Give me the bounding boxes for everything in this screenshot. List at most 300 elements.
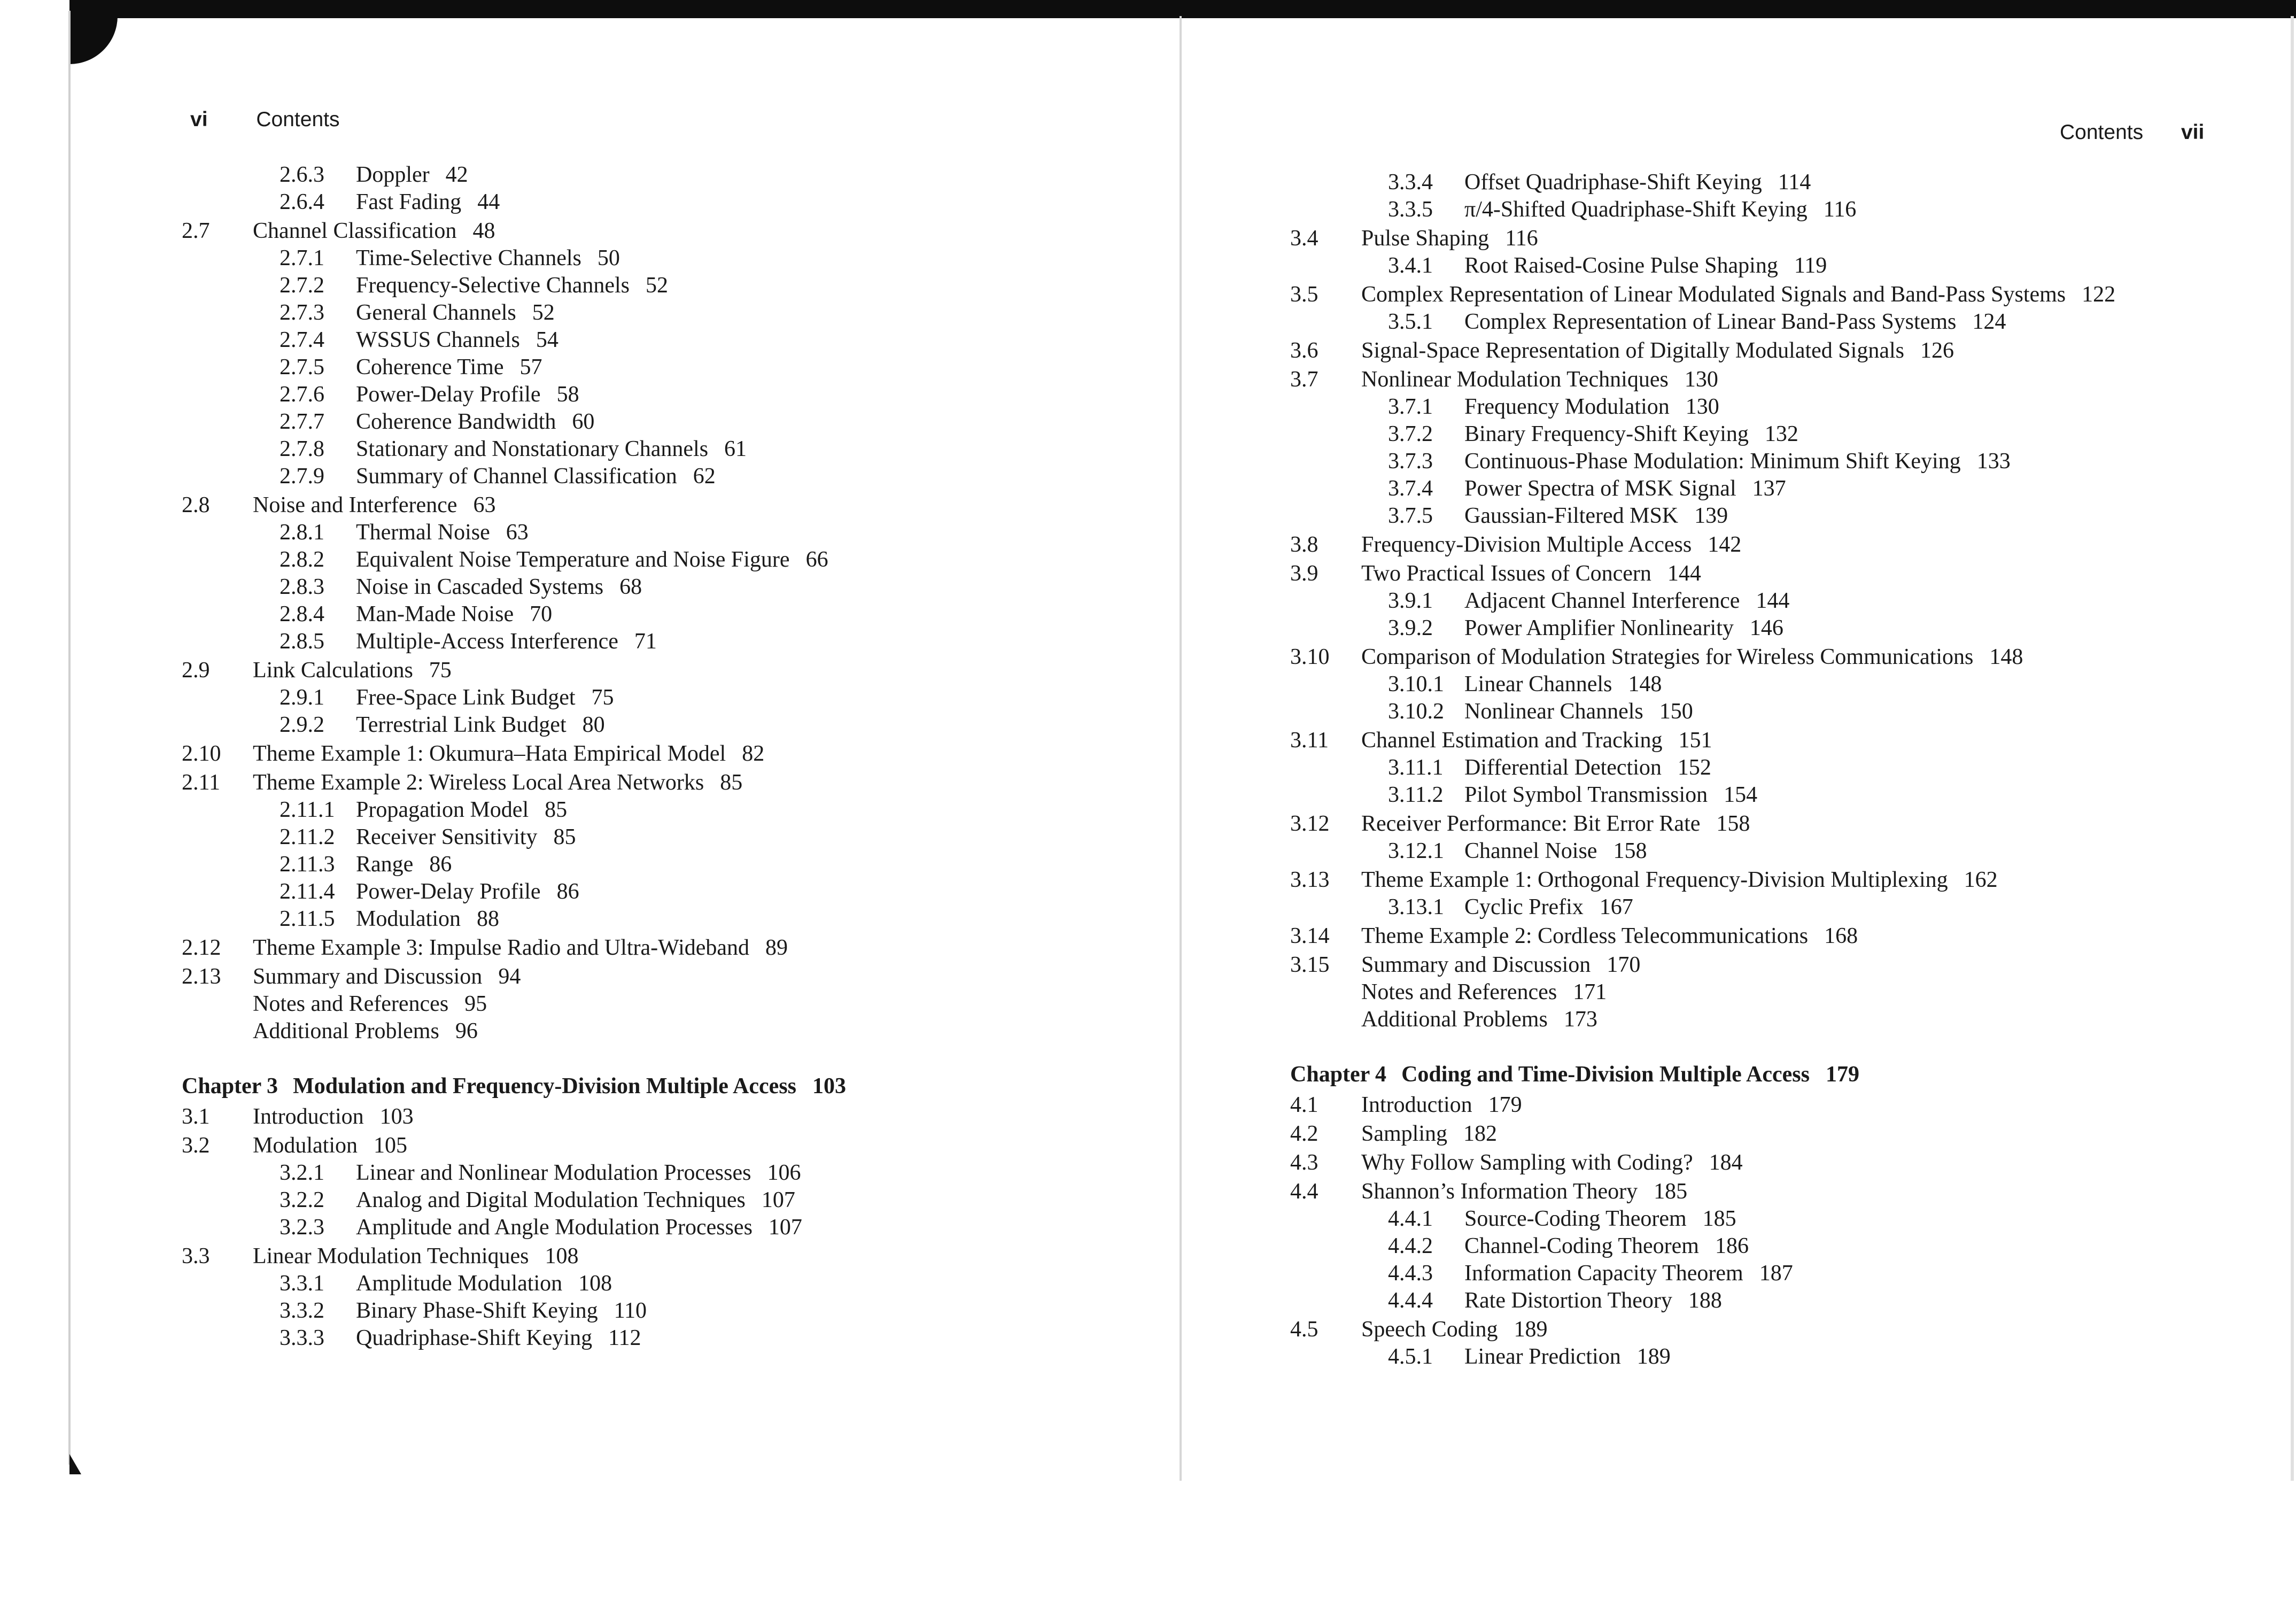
toc-entry-title: Shannon’s Information Theory bbox=[1361, 1179, 1638, 1204]
toc-entry-title: Thermal Noise bbox=[356, 520, 490, 545]
toc-entry-title: Channel Classification bbox=[253, 219, 457, 243]
toc-entry bbox=[182, 245, 1165, 272]
toc-entry bbox=[1290, 810, 2252, 838]
toc-entry-page: 119 bbox=[1794, 253, 1827, 278]
toc-entry-page: 106 bbox=[767, 1161, 801, 1185]
toc-entry-number: 3.3.1 bbox=[280, 1271, 324, 1296]
toc-entry-page: 144 bbox=[1667, 561, 1701, 586]
toc-entry-title: Source-Coding Theorem bbox=[1464, 1207, 1687, 1231]
toc-entry-number: 4.4 bbox=[1290, 1179, 1318, 1204]
toc-entry bbox=[1290, 979, 2252, 1006]
toc-entry-page: 167 bbox=[1599, 895, 1633, 919]
toc-entry bbox=[1290, 502, 2252, 530]
toc-entry-title: Power-Delay Profile bbox=[356, 879, 541, 904]
toc-entry-page: 44 bbox=[477, 190, 500, 214]
toc-entry-number: 2.7.7 bbox=[280, 409, 324, 434]
toc-entry-page: 124 bbox=[1972, 310, 2006, 334]
toc-entry-page: 122 bbox=[2082, 282, 2116, 307]
toc-entry-number: 2.7.2 bbox=[280, 273, 324, 298]
toc-entry bbox=[182, 574, 1165, 601]
toc-entry-page: 148 bbox=[1628, 672, 1662, 697]
toc-entry-page: 133 bbox=[1976, 449, 2011, 474]
toc-entry bbox=[182, 218, 1165, 245]
toc-entry bbox=[1290, 1343, 2252, 1371]
toc-entry-page: 126 bbox=[1920, 338, 1954, 363]
toc-entry bbox=[182, 769, 1165, 796]
toc-entry-page: 80 bbox=[582, 713, 605, 737]
toc-entry bbox=[1290, 698, 2252, 725]
toc-entry-number: 2.11.1 bbox=[280, 798, 335, 822]
toc-entry-title: Rate Distortion Theory bbox=[1464, 1288, 1672, 1313]
toc-entry-page: 171 bbox=[1573, 980, 1607, 1004]
toc-entry-number: 3.7.1 bbox=[1388, 395, 1433, 419]
toc-entry-page: 103 bbox=[812, 1074, 847, 1099]
toc-entry-title: Theme Example 2: Wireless Local Area Networks bbox=[253, 770, 704, 795]
chapter-heading bbox=[182, 1073, 1165, 1100]
toc-entry-number: 3.4.1 bbox=[1388, 253, 1433, 278]
toc-entry-title: Power Amplifier Nonlinearity bbox=[1464, 616, 1734, 640]
toc-entry-number: 3.14 bbox=[1290, 924, 1330, 948]
toc-entry-number: 2.7.5 bbox=[280, 355, 324, 380]
right-running-head bbox=[2060, 121, 2204, 144]
toc-entry-page: 50 bbox=[597, 246, 620, 270]
toc-entry-number: 3.9.1 bbox=[1388, 589, 1433, 613]
toc-entry-title: Introduction bbox=[1361, 1093, 1472, 1117]
toc-entry-title: Coherence Time bbox=[356, 355, 504, 380]
toc-entry-page: 189 bbox=[1636, 1344, 1671, 1369]
toc-entry bbox=[1290, 587, 2252, 615]
toc-entry-title: Multiple-Access Interference bbox=[356, 629, 618, 654]
toc-entry-number: 3.5 bbox=[1290, 282, 1318, 307]
toc-entry bbox=[182, 1297, 1165, 1325]
toc-entry-title: Receiver Sensitivity bbox=[356, 825, 538, 849]
toc-entry-title: Free-Space Link Budget bbox=[356, 685, 576, 710]
toc-entry-title: Linear Channels bbox=[1464, 672, 1612, 697]
toc-entry-page: 142 bbox=[1708, 532, 1742, 557]
toc-entry bbox=[182, 824, 1165, 851]
toc-entry-page: 108 bbox=[545, 1244, 579, 1269]
toc-entry-title: Receiver Performance: Bit Error Rate bbox=[1361, 811, 1701, 836]
toc-entry-number: 2.11.5 bbox=[280, 907, 335, 931]
toc-entry-number: 3.8 bbox=[1290, 532, 1318, 557]
toc-entry-title: Notes and References bbox=[1361, 980, 1557, 1004]
toc-entry bbox=[1290, 421, 2252, 448]
toc-entry-title: Man-Made Noise bbox=[356, 602, 514, 627]
toc-entry-title: Channel Noise bbox=[1464, 839, 1597, 863]
toc-entry-title: Analog and Digital Modulation Techniques bbox=[356, 1188, 746, 1212]
toc-entry-page: 96 bbox=[455, 1019, 478, 1043]
toc-entry-title: Terrestrial Link Budget bbox=[356, 713, 567, 737]
toc-entry-number: Chapter 3 bbox=[182, 1074, 278, 1099]
toc-entry-page: 61 bbox=[724, 437, 747, 461]
toc-entry bbox=[182, 1103, 1165, 1131]
toc-entry bbox=[182, 546, 1165, 574]
toc-entry-page: 85 bbox=[553, 825, 576, 849]
toc-entry-title: Channel Estimation and Tracking bbox=[1361, 728, 1663, 753]
toc-entry-page: 132 bbox=[1764, 422, 1798, 446]
toc-entry-page: 70 bbox=[530, 602, 553, 627]
toc-entry-number: 3.1 bbox=[182, 1104, 210, 1129]
toc-entry-title: Coherence Bandwidth bbox=[356, 409, 556, 434]
toc-entry-page: 68 bbox=[619, 575, 642, 599]
right-header-title: Contents bbox=[2060, 121, 2144, 144]
toc-entry-number: 3.7.4 bbox=[1388, 476, 1433, 501]
toc-entry bbox=[182, 1214, 1165, 1241]
toc-entry bbox=[1290, 393, 2252, 421]
toc-entry-page: 58 bbox=[556, 382, 579, 407]
toc-entry-number: 3.5.1 bbox=[1388, 310, 1433, 334]
toc-entry bbox=[182, 436, 1165, 463]
toc-entry-number: 2.12 bbox=[182, 935, 221, 960]
toc-entry-number: 3.15 bbox=[1290, 953, 1330, 977]
toc-entry-page: 63 bbox=[506, 520, 529, 545]
toc-entry-number: 2.9 bbox=[182, 658, 210, 683]
toc-entry-number: 3.11.1 bbox=[1388, 755, 1444, 780]
toc-entry bbox=[182, 381, 1165, 408]
toc-entry-number: 3.12 bbox=[1290, 811, 1330, 836]
scan-corner-shadow bbox=[69, 0, 118, 64]
toc-entry-title: Pilot Symbol Transmission bbox=[1464, 783, 1708, 807]
toc-entry bbox=[182, 991, 1165, 1018]
toc-entry-title: Frequency Modulation bbox=[1464, 395, 1670, 419]
toc-entry-title: Additional Problems bbox=[253, 1019, 439, 1043]
toc-entry-page: 146 bbox=[1749, 616, 1783, 640]
page-left-edge bbox=[68, 11, 71, 1465]
toc-entry-title: Theme Example 3: Impulse Radio and Ultra-Wideband bbox=[253, 935, 750, 960]
toc-entry-page: 150 bbox=[1659, 699, 1693, 724]
toc-entry-title: Binary Frequency-Shift Keying bbox=[1464, 422, 1749, 446]
toc-entry-page: 148 bbox=[1989, 645, 2023, 669]
toc-entry-number: 3.2.2 bbox=[280, 1188, 324, 1212]
toc-entry-number: 2.7.3 bbox=[280, 300, 324, 325]
toc-entry-number: 3.11.2 bbox=[1388, 783, 1444, 807]
toc-entry bbox=[182, 492, 1165, 519]
toc-entry-page: 173 bbox=[1563, 1007, 1597, 1032]
scan-top-edge bbox=[69, 0, 2296, 18]
toc-entry-number: 3.7 bbox=[1290, 367, 1318, 392]
toc-entry-page: 42 bbox=[445, 163, 468, 187]
toc-entry-page: 86 bbox=[556, 879, 579, 904]
toc-entry-number: 2.11 bbox=[182, 770, 220, 795]
toc-entry-title: Coding and Time-Division Multiple Access bbox=[1401, 1062, 1810, 1087]
toc-entry bbox=[1290, 281, 2252, 308]
left-running-head bbox=[190, 108, 339, 132]
toc-entry-title: Speech Coding bbox=[1361, 1317, 1498, 1342]
toc-entry-page: 179 bbox=[1488, 1093, 1522, 1117]
toc-entry-page: 162 bbox=[1964, 868, 1998, 892]
toc-entry-number: 3.3.5 bbox=[1388, 197, 1433, 222]
scan-corner-mark bbox=[69, 1454, 81, 1474]
right-toc bbox=[1290, 169, 2252, 1371]
toc-entry bbox=[182, 878, 1165, 906]
toc-entry-title: Root Raised-Cosine Pulse Shaping bbox=[1464, 253, 1778, 278]
toc-entry-page: 130 bbox=[1685, 395, 1719, 419]
toc-entry bbox=[1290, 923, 2252, 950]
toc-entry bbox=[1290, 308, 2252, 336]
toc-entry-number: 2.8.2 bbox=[280, 547, 324, 572]
toc-entry-number: 3.13 bbox=[1290, 868, 1330, 892]
right-page-number: vii bbox=[2181, 121, 2205, 144]
toc-entry bbox=[182, 851, 1165, 878]
toc-entry-page: 116 bbox=[1823, 197, 1857, 222]
toc-entry bbox=[1290, 727, 2252, 754]
toc-entry bbox=[182, 354, 1165, 381]
toc-entry-title: Theme Example 2: Cordless Telecommunications bbox=[1361, 924, 1809, 948]
toc-entry bbox=[1290, 1316, 2252, 1343]
book-spine bbox=[1180, 16, 1182, 1481]
toc-entry-number: 3.9.2 bbox=[1388, 616, 1433, 640]
toc-entry bbox=[1290, 1287, 2252, 1314]
toc-entry-page: 185 bbox=[1702, 1207, 1736, 1231]
toc-entry-page: 139 bbox=[1694, 504, 1728, 528]
toc-entry-number: 3.13.1 bbox=[1388, 895, 1444, 919]
toc-entry bbox=[182, 1243, 1165, 1270]
toc-entry-number: 3.12.1 bbox=[1388, 839, 1444, 863]
toc-entry-title: Continuous-Phase Modulation: Minimum Shift Keying bbox=[1464, 449, 1961, 474]
toc-entry-page: 110 bbox=[614, 1298, 647, 1323]
toc-entry-number: 3.2.3 bbox=[280, 1215, 324, 1240]
toc-entry bbox=[182, 161, 1165, 189]
toc-entry-number: 3.6 bbox=[1290, 338, 1318, 363]
toc-entry-page: 158 bbox=[1716, 811, 1750, 836]
toc-entry-number: 2.7.4 bbox=[280, 328, 324, 352]
toc-entry bbox=[182, 299, 1165, 327]
toc-entry-number: 4.1 bbox=[1290, 1093, 1318, 1117]
toc-entry-title: Link Calculations bbox=[253, 658, 413, 683]
toc-entry-number: 4.5 bbox=[1290, 1317, 1318, 1342]
toc-entry bbox=[182, 1325, 1165, 1352]
toc-entry-number: 2.6.4 bbox=[280, 190, 324, 214]
toc-entry-page: 85 bbox=[720, 770, 743, 795]
toc-entry-number: 2.7.6 bbox=[280, 382, 324, 407]
toc-entry bbox=[1290, 1233, 2252, 1260]
toc-entry-number: 3.10.1 bbox=[1388, 672, 1444, 697]
toc-entry bbox=[1290, 252, 2252, 280]
toc-entry-page: 48 bbox=[472, 219, 495, 243]
toc-entry-title: Frequency-Selective Channels bbox=[356, 273, 630, 298]
toc-entry bbox=[182, 628, 1165, 655]
toc-entry-number: 3.7.5 bbox=[1388, 504, 1433, 528]
toc-entry-page: 103 bbox=[379, 1104, 414, 1129]
toc-entry-number: 3.7.2 bbox=[1388, 422, 1433, 446]
toc-entry-page: 130 bbox=[1684, 367, 1718, 392]
toc-entry-page: 116 bbox=[1505, 226, 1538, 251]
toc-entry-number: 3.3.2 bbox=[280, 1298, 324, 1323]
toc-entry bbox=[182, 601, 1165, 628]
left-header-title: Contents bbox=[256, 108, 340, 131]
toc-entry-title: Adjacent Channel Interference bbox=[1464, 589, 1740, 613]
toc-entry bbox=[182, 684, 1165, 712]
toc-entry-title: Offset Quadriphase-Shift Keying bbox=[1464, 170, 1762, 195]
toc-entry-title: Doppler bbox=[356, 163, 430, 187]
toc-entry-title: π/4-Shifted Quadriphase-Shift Keying bbox=[1464, 197, 1808, 222]
toc-entry bbox=[1290, 754, 2252, 782]
toc-entry-title: Pulse Shaping bbox=[1361, 226, 1490, 251]
toc-entry-page: 189 bbox=[1514, 1317, 1548, 1342]
toc-entry-page: 52 bbox=[532, 300, 555, 325]
toc-entry-title: Power-Delay Profile bbox=[356, 382, 541, 407]
toc-entry bbox=[182, 963, 1165, 991]
toc-entry-page: 71 bbox=[634, 629, 657, 654]
toc-entry-number: 2.10 bbox=[182, 741, 221, 766]
toc-entry-number: 4.3 bbox=[1290, 1150, 1318, 1175]
toc-entry-number: 2.7.8 bbox=[280, 437, 324, 461]
toc-entry-number: 2.7.1 bbox=[280, 246, 324, 270]
toc-entry-page: 107 bbox=[761, 1188, 795, 1212]
toc-entry bbox=[182, 1132, 1165, 1159]
toc-entry-page: 52 bbox=[646, 273, 668, 298]
toc-entry-title: Sampling bbox=[1361, 1122, 1448, 1146]
toc-entry bbox=[1290, 448, 2252, 475]
toc-entry-title: Cyclic Prefix bbox=[1464, 895, 1584, 919]
toc-entry bbox=[182, 934, 1165, 962]
toc-entry-page: 186 bbox=[1715, 1234, 1749, 1258]
toc-entry-page: 137 bbox=[1752, 476, 1786, 501]
toc-entry bbox=[1290, 838, 2252, 865]
toc-entry-page: 107 bbox=[768, 1215, 802, 1240]
toc-entry-page: 94 bbox=[498, 964, 521, 989]
toc-entry-title: WSSUS Channels bbox=[356, 328, 520, 352]
toc-entry bbox=[182, 1018, 1165, 1045]
toc-entry bbox=[1290, 1092, 2252, 1119]
toc-entry-number: 2.6.3 bbox=[280, 163, 324, 187]
toc-entry-title: Fast Fading bbox=[356, 190, 462, 214]
toc-entry-title: Theme Example 1: Orthogonal Frequency-Division Multiplexing bbox=[1361, 868, 1948, 892]
toc-entry-title: Signal-Space Representation of Digitally Modulated Signals bbox=[1361, 338, 1904, 363]
toc-entry bbox=[1290, 1120, 2252, 1148]
toc-entry-title: Amplitude Modulation bbox=[356, 1271, 563, 1296]
toc-entry-title: Range bbox=[356, 852, 414, 877]
toc-entry-number: 2.8.3 bbox=[280, 575, 324, 599]
toc-entry bbox=[1290, 169, 2252, 196]
toc-entry-number: 2.11.3 bbox=[280, 852, 335, 877]
toc-entry-title: Linear Prediction bbox=[1464, 1344, 1621, 1369]
toc-entry bbox=[182, 327, 1165, 354]
toc-entry-page: 185 bbox=[1654, 1179, 1688, 1204]
toc-entry-title: Differential Detection bbox=[1464, 755, 1662, 780]
page-right-edge bbox=[2291, 16, 2294, 1481]
toc-entry-number: 3.9 bbox=[1290, 561, 1318, 586]
toc-entry-number: 2.9.1 bbox=[280, 685, 324, 710]
toc-entry-number: Chapter 4 bbox=[1290, 1062, 1387, 1087]
toc-entry-page: 112 bbox=[608, 1326, 641, 1350]
toc-entry-title: Linear and Nonlinear Modulation Processes bbox=[356, 1161, 751, 1185]
toc-entry-number: 3.2.1 bbox=[280, 1161, 324, 1185]
toc-entry-page: 188 bbox=[1688, 1288, 1722, 1313]
toc-entry-number: 2.9.2 bbox=[280, 713, 324, 737]
toc-entry-title: Channel-Coding Theorem bbox=[1464, 1234, 1699, 1258]
toc-entry-title: Noise in Cascaded Systems bbox=[356, 575, 604, 599]
toc-entry bbox=[1290, 225, 2252, 252]
toc-entry bbox=[182, 463, 1165, 490]
toc-entry-title: Modulation bbox=[356, 907, 461, 931]
toc-entry bbox=[182, 796, 1165, 824]
toc-entry-number: 4.2 bbox=[1290, 1122, 1318, 1146]
toc-entry bbox=[1290, 560, 2252, 587]
toc-entry-title: Summary and Discussion bbox=[253, 964, 483, 989]
toc-entry bbox=[182, 1270, 1165, 1297]
toc-entry bbox=[182, 657, 1165, 684]
toc-entry-page: 114 bbox=[1778, 170, 1811, 195]
toc-entry-title: Complex Representation of Linear Band-Pass Systems bbox=[1464, 310, 1957, 334]
toc-entry bbox=[182, 906, 1165, 933]
toc-entry-number: 4.4.4 bbox=[1388, 1288, 1433, 1313]
toc-entry-number: 4.4.3 bbox=[1388, 1261, 1433, 1286]
toc-entry-number: 3.11 bbox=[1290, 728, 1329, 753]
toc-entry-page: 144 bbox=[1756, 589, 1790, 613]
left-page-number: vi bbox=[190, 108, 208, 131]
toc-entry-number: 2.7.9 bbox=[280, 464, 324, 489]
toc-entry bbox=[1290, 1205, 2252, 1233]
toc-entry bbox=[182, 740, 1165, 768]
toc-entry-page: 62 bbox=[693, 464, 716, 489]
toc-entry bbox=[182, 519, 1165, 546]
toc-entry bbox=[182, 1159, 1165, 1187]
toc-entry-page: 184 bbox=[1709, 1150, 1743, 1175]
toc-entry-number: 2.11.2 bbox=[280, 825, 335, 849]
toc-entry-number: 4.5.1 bbox=[1388, 1344, 1433, 1369]
toc-entry-title: Noise and Interference bbox=[253, 493, 457, 517]
toc-entry-number: 2.7 bbox=[182, 219, 210, 243]
toc-entry-number: 2.8.4 bbox=[280, 602, 324, 627]
toc-entry-number: 3.3 bbox=[182, 1244, 210, 1269]
toc-entry-title: Notes and References bbox=[253, 992, 449, 1016]
toc-entry-page: 179 bbox=[1825, 1062, 1859, 1087]
toc-entry-page: 105 bbox=[374, 1133, 407, 1158]
toc-entry-title: Modulation bbox=[253, 1133, 358, 1158]
toc-entry bbox=[1290, 644, 2252, 671]
toc-entry-number: 3.10.2 bbox=[1388, 699, 1444, 724]
toc-entry-number: 3.10 bbox=[1290, 645, 1330, 669]
toc-entry-title: Gaussian-Filtered MSK bbox=[1464, 504, 1679, 528]
toc-entry-title: Summary of Channel Classification bbox=[356, 464, 677, 489]
toc-entry-title: Summary and Discussion bbox=[1361, 953, 1591, 977]
toc-entry-title: Stationary and Nonstationary Channels bbox=[356, 437, 709, 461]
toc-entry-page: 63 bbox=[473, 493, 496, 517]
toc-entry-title: Binary Phase-Shift Keying bbox=[356, 1298, 598, 1323]
toc-entry-page: 60 bbox=[572, 409, 595, 434]
toc-entry-title: Amplitude and Angle Modulation Processes bbox=[356, 1215, 753, 1240]
toc-entry bbox=[1290, 894, 2252, 921]
toc-entry-title: Information Capacity Theorem bbox=[1464, 1261, 1743, 1286]
toc-entry bbox=[1290, 366, 2252, 393]
toc-entry-title: Two Practical Issues of Concern bbox=[1361, 561, 1651, 586]
toc-entry-title: Quadriphase-Shift Keying bbox=[356, 1326, 593, 1350]
toc-entry-title: Time-Selective Channels bbox=[356, 246, 581, 270]
toc-entry bbox=[1290, 671, 2252, 698]
left-toc bbox=[182, 161, 1165, 1352]
toc-entry-page: 66 bbox=[805, 547, 828, 572]
toc-entry-title: Complex Representation of Linear Modulated Signals and Band-Pass Systems bbox=[1361, 282, 2066, 307]
toc-entry bbox=[182, 272, 1165, 299]
toc-entry-number: 2.11.4 bbox=[280, 879, 335, 904]
toc-entry-title: Nonlinear Modulation Techniques bbox=[1361, 367, 1669, 392]
toc-entry bbox=[1290, 1149, 2252, 1177]
toc-entry bbox=[1290, 531, 2252, 559]
toc-entry bbox=[1290, 615, 2252, 642]
toc-entry-title: Theme Example 1: Okumura–Hata Empirical Model bbox=[253, 741, 726, 766]
toc-entry bbox=[1290, 337, 2252, 365]
toc-entry bbox=[1290, 196, 2252, 223]
toc-entry-page: 86 bbox=[429, 852, 452, 877]
toc-entry-number: 3.2 bbox=[182, 1133, 210, 1158]
toc-entry-page: 89 bbox=[765, 935, 788, 960]
toc-entry-number: 2.8.5 bbox=[280, 629, 324, 654]
toc-entry-page: 108 bbox=[578, 1271, 612, 1296]
toc-entry-title: Linear Modulation Techniques bbox=[253, 1244, 529, 1269]
toc-entry-number: 3.3.3 bbox=[280, 1326, 324, 1350]
toc-entry bbox=[1290, 1260, 2252, 1287]
